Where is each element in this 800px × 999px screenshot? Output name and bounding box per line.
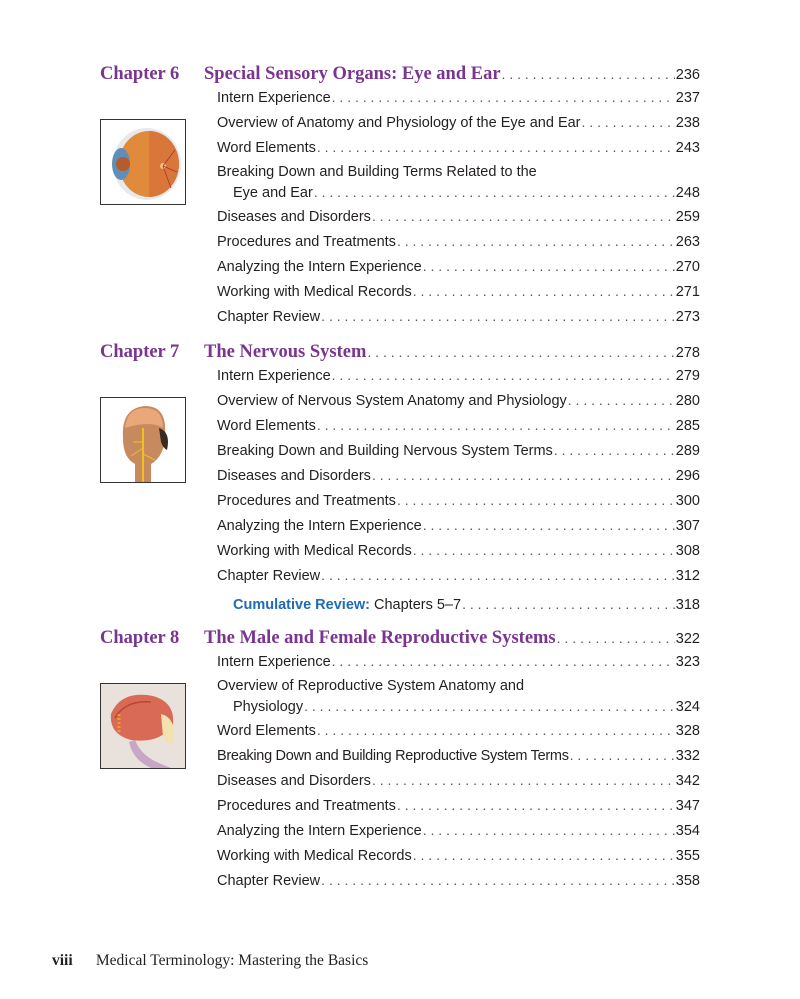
toc-entry[interactable]: Procedures and Treatments . . . 300 — [217, 492, 700, 512]
toc-entry[interactable]: Chapter Review . . . 358 — [217, 872, 700, 892]
toc-entry[interactable]: Diseases and Disorders . . . 296 — [217, 467, 700, 487]
chapter-title: The Male and Female Reproductive Systems — [204, 628, 556, 648]
dot-leader — [367, 344, 674, 360]
chapter-title: Special Sensory Organs: Eye and Ear — [204, 64, 501, 84]
page-number: viii — [52, 952, 73, 969]
toc-entry[interactable]: Intern Experience . . . 279 — [217, 367, 700, 387]
toc-entry[interactable]: Word Elements . . . 328 — [217, 722, 700, 742]
chapter-6-heading[interactable] — [100, 64, 700, 88]
chapter-page: 322 — [675, 631, 700, 647]
eye-icon — [101, 120, 185, 204]
toc-entry[interactable]: Procedures and Treatments . . . 263 — [217, 233, 700, 253]
toc-entry[interactable]: Working with Medical Records . . . 355 — [217, 847, 700, 867]
toc-entry[interactable]: Analyzing the Intern Experience . . . 354 — [217, 822, 700, 842]
toc-entry[interactable]: Intern Experience . . . 323 — [217, 653, 700, 673]
nervous-system-image — [100, 397, 186, 483]
toc-entry[interactable]: Working with Medical Records . . . 271 — [217, 283, 700, 303]
anatomy-icon — [101, 684, 185, 768]
toc-entry[interactable]: Working with Medical Records . . . 308 — [217, 542, 700, 562]
book-title: Medical Terminology: Mastering the Basics — [95, 952, 369, 969]
chapter-number: Chapter 7 — [100, 342, 180, 362]
chapter-page: 236 — [675, 67, 700, 83]
head-icon — [101, 398, 185, 482]
toc-entry[interactable]: Diseases and Disorders . . . 342 — [217, 772, 700, 792]
toc-entry[interactable]: Overview of Anatomy and Physiology of the Eye and Ear . . . 238 — [217, 114, 700, 134]
dot-leader — [502, 66, 675, 82]
cumulative-review-entry[interactable]: Cumulative Review: Chapters 5–7 . . . 318 — [233, 596, 700, 616]
page-footer — [52, 952, 368, 970]
chapter-number: Chapter 8 — [100, 628, 180, 648]
dot-leader — [557, 630, 675, 646]
chapter-title: The Nervous System — [204, 342, 367, 362]
toc-entry[interactable]: Chapter Review . . . 312 — [217, 567, 700, 587]
toc-entry[interactable]: Chapter Review . . . 273 — [217, 308, 700, 328]
toc-entry[interactable]: Diseases and Disorders . . . 259 — [217, 208, 700, 228]
toc-entry[interactable]: Intern Experience . . . 237 — [217, 89, 700, 109]
toc-entry[interactable]: Breaking Down and Building Terms Related to the Eye and Ear . . . 248 — [217, 164, 700, 204]
chapter-7-heading[interactable] — [100, 342, 700, 366]
toc-entry[interactable]: Breaking Down and Building Reproductive System Terms . . . 332 — [217, 747, 700, 767]
toc-entry[interactable]: Word Elements . . . 285 — [217, 417, 700, 437]
cumulative-review-label: Cumulative Review: — [233, 597, 370, 613]
toc-entry[interactable]: Breaking Down and Building Nervous System Terms . . . 289 — [217, 442, 700, 462]
toc-entry[interactable]: Procedures and Treatments . . . 347 — [217, 797, 700, 817]
reproductive-system-image — [100, 683, 186, 769]
toc-entry[interactable]: Word Elements . . . 243 — [217, 139, 700, 159]
chapter-page: 278 — [675, 345, 700, 361]
toc-entry[interactable]: Overview of Reproductive System Anatomy and Physiology . . . 324 — [217, 678, 700, 718]
eye-anatomy-image — [100, 119, 186, 205]
chapter-number: Chapter 6 — [100, 64, 180, 84]
toc-entry[interactable]: Analyzing the Intern Experience . . . 270 — [217, 258, 700, 278]
toc-entry[interactable]: Analyzing the Intern Experience . . . 307 — [217, 517, 700, 537]
chapter-8-heading[interactable] — [100, 628, 700, 652]
toc-entry[interactable]: Overview of Nervous System Anatomy and Physiology . . . 280 — [217, 392, 700, 412]
